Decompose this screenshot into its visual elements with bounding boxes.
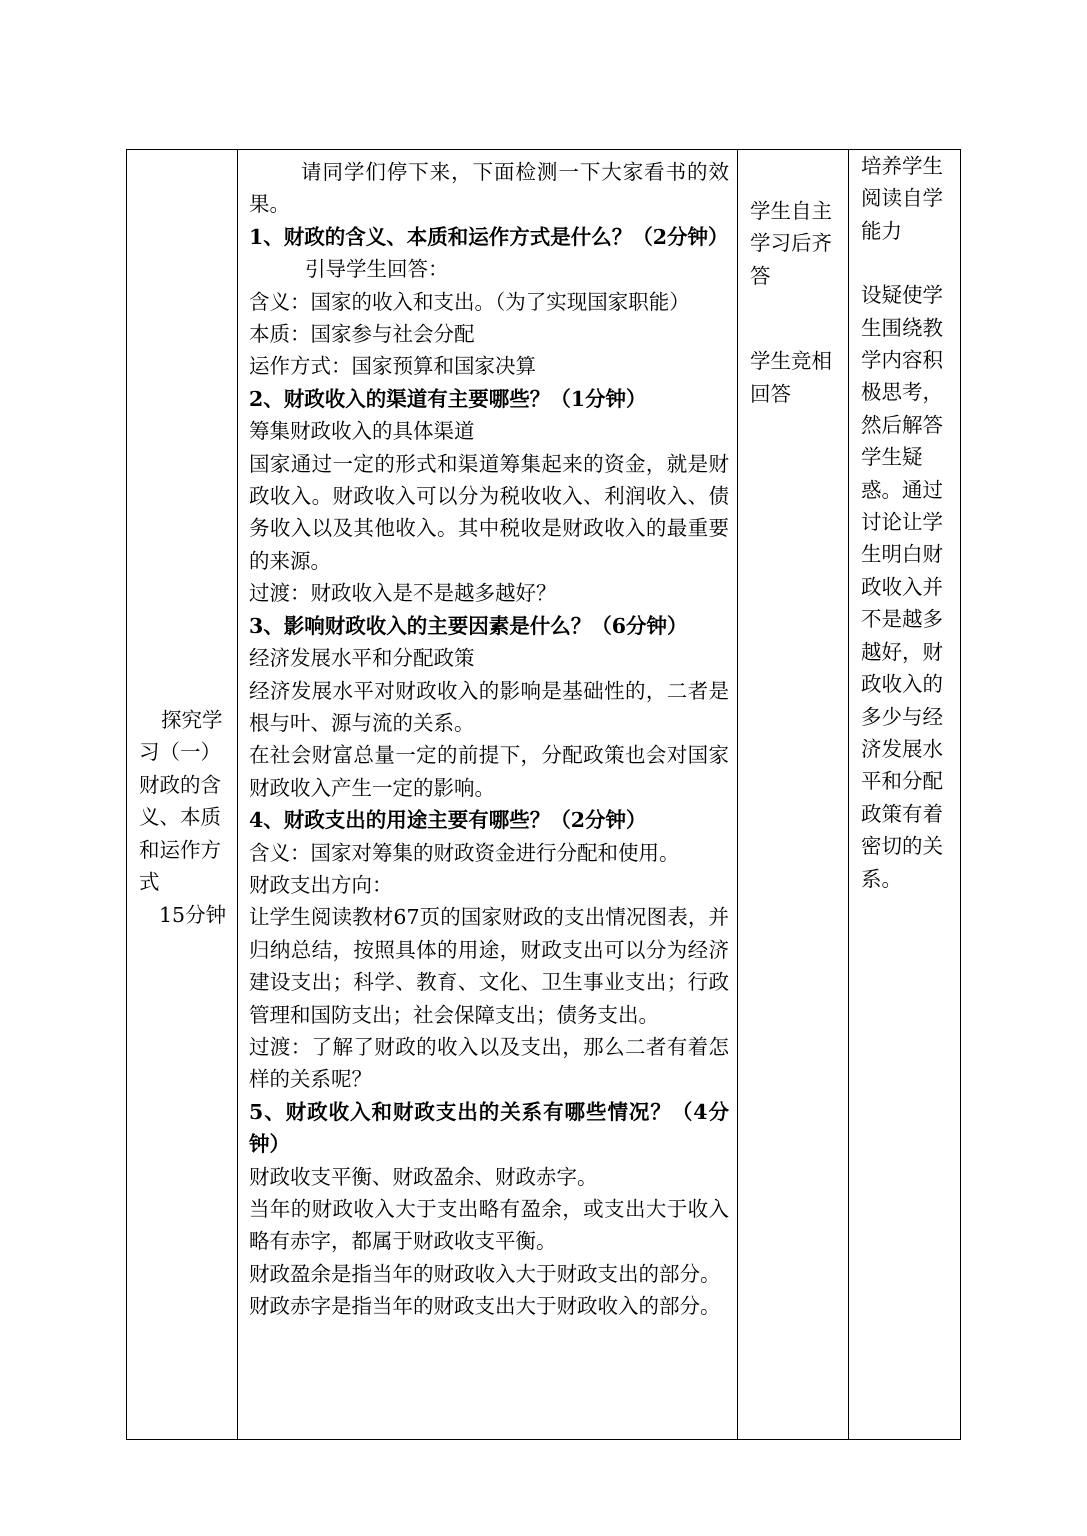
answer-text: 在社会财富总量一定的前提下，分配政策也会对国家财政收入产生一定的影响。 (249, 743, 729, 800)
answer-text: 财政赤字是指当年的财政支出大于财政收入的部分。 (249, 1294, 721, 1319)
intro-text: 请同学们停下来，下面检测一下大家看书的效果。 (249, 160, 729, 217)
transition-text: 过渡：了解了财政的收入以及支出，那么二者有着怎样的关系呢？ (249, 1034, 729, 1092)
design-purpose-cell (849, 150, 961, 1440)
lesson-plan-table (126, 149, 961, 1440)
transition-text: 过渡：财政收入是不是越多越好？ (249, 581, 557, 606)
answer-text: 财政收支平衡、财政盈余、财政赤字。 (249, 1164, 598, 1189)
design-purpose-1: 培养学生阅读自学能力 (861, 154, 943, 243)
question-4: 4、财政支出的用途主要有哪些？（2分钟） (249, 808, 647, 833)
design-purpose-2: 设疑使学生围绕教学内容积极思考，然后解答学生疑惑。通过讨论让学生明白财政收入并不是越多越好，财政收入的多少与经济发展水平和分配政策有着密切的关系。 (861, 283, 943, 891)
student-activity-2: 学生竞相回答 (750, 349, 832, 406)
student-activity-cell (738, 150, 849, 1440)
answer-text: 经济发展水平和分配政策 (249, 646, 475, 671)
question-2: 2、财政收入的渠道有主要哪些？（1分钟） (249, 386, 647, 411)
answer-text: 含义：国家对筹集的财政资金进行分配和使用。 (249, 840, 680, 865)
stage-time: 15分钟 (159, 902, 227, 927)
question-5: 5、财政收入和财政支出的关系有哪些情况？（4分钟） (249, 1099, 729, 1157)
answer-text: 财政支出方向： (249, 872, 393, 897)
answer-text: 经济发展水平对财政收入的影响是基础性的，二者是根与叶、源与流的关系。 (249, 678, 729, 735)
content-cell (238, 150, 738, 1440)
answer-text: 运作方式：国家预算和国家决算 (249, 354, 536, 379)
answer-text: 国家通过一定的形式和渠道筹集起来的资金，就是财政收入。财政收入可以分为税收收入、利润收入、债务收入以及其他收入。其中税收是财政收入的最重要的来源。 (249, 451, 729, 573)
student-activity-1: 学生自主学习后齐答 (750, 199, 832, 288)
answer-text: 让学生阅读教材67页的国家财政的支出情况图表，并归纳总结，按照具体的用途，财政支出可以分为经济建设支出；科学、教育、文化、卫生事业支出；行政管理和国防支出；社会保障支出；债务支出。 (249, 905, 729, 1027)
answer-text: 财政盈余是指当年的财政收入大于财政支出的部分。 (249, 1261, 721, 1286)
stage-cell (127, 150, 238, 1440)
table-row (127, 150, 961, 1440)
question-3: 3、影响财政收入的主要因素是什么？（6分钟） (249, 613, 688, 638)
stage-title: 探究学习（一）财政的含义、本质和运作方式 (139, 708, 223, 895)
question-1: 1、财政的含义、本质和运作方式是什么？（2分钟） (249, 224, 729, 249)
answer-text: 筹集财政收入的具体渠道 (249, 419, 475, 444)
guide-text: 引导学生回答： (305, 257, 449, 282)
answer-text: 含义：国家的收入和支出。（为了实现国家职能） (249, 289, 690, 314)
answer-text: 本质：国家参与社会分配 (249, 322, 475, 347)
answer-text: 当年的财政收入大于支出略有盈余，或支出大于收入略有赤字，都属于财政收支平衡。 (249, 1197, 729, 1254)
